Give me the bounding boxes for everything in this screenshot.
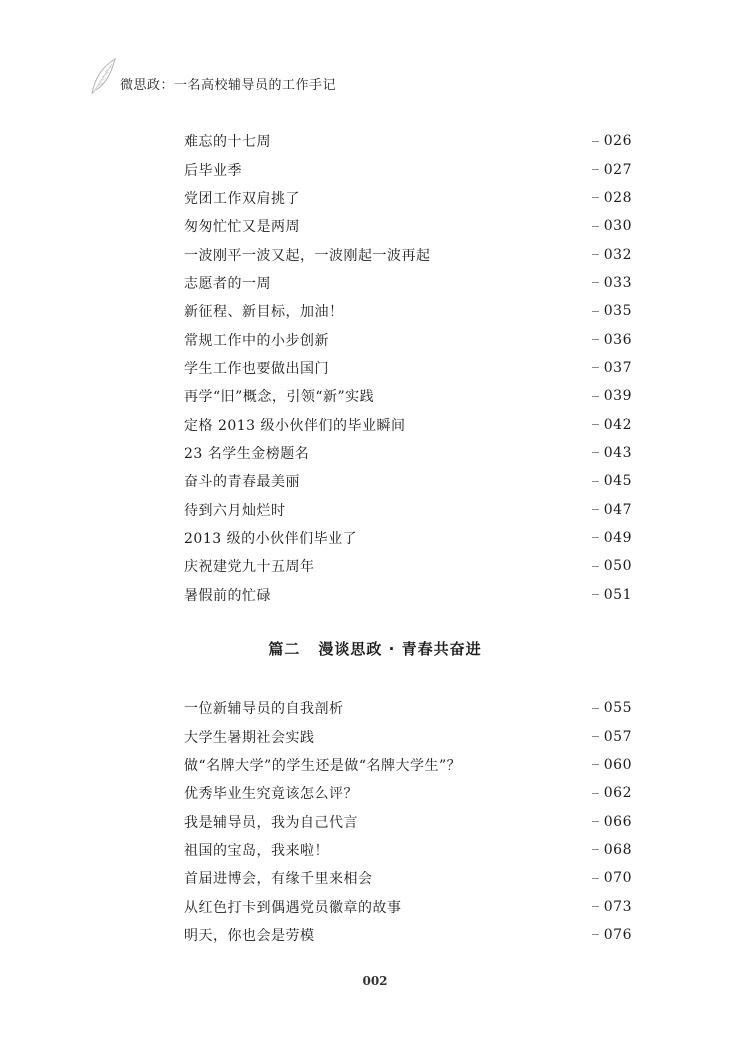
- toc-page-number: 062: [603, 785, 632, 802]
- toc-page-number: 035: [603, 303, 632, 320]
- toc-entry-title: 暑假前的忙碌: [184, 587, 271, 604]
- leader-dash: [592, 367, 599, 368]
- toc-entry-title: 待到六月灿烂时: [184, 502, 286, 519]
- toc-entry: [184, 495, 632, 523]
- toc-page-number: 060: [603, 756, 632, 773]
- toc-page-ref: [592, 303, 632, 319]
- toc-page-number: 037: [603, 359, 632, 376]
- leader-dash: [592, 141, 599, 142]
- leader-dash: [592, 226, 599, 227]
- toc-page-number: 066: [603, 813, 632, 830]
- toc-page-ref: [592, 700, 632, 716]
- toc-entry: [184, 382, 632, 410]
- leader-dash: [592, 906, 599, 907]
- toc-page-number: 050: [603, 558, 632, 575]
- toc-entry: [184, 552, 632, 580]
- toc-entry: [184, 240, 632, 268]
- toc-page-number: 076: [603, 926, 632, 943]
- toc-page-ref: [592, 275, 632, 291]
- toc-entry: [184, 297, 632, 325]
- toc-entry: [184, 694, 632, 722]
- toc-page-ref: [592, 814, 632, 830]
- toc-page-number: 026: [603, 133, 632, 150]
- toc-page-number: 057: [603, 728, 632, 745]
- leader-dash: [592, 339, 599, 340]
- toc-entry: [184, 581, 632, 609]
- toc-entry: [184, 184, 632, 212]
- leader-dash: [592, 311, 599, 312]
- toc-entry-title: 明天，你也会是劳模: [184, 927, 315, 944]
- toc-entry: [184, 439, 632, 467]
- toc-entry-title: 学生工作也要做出国门: [184, 360, 329, 377]
- leader-dash: [592, 764, 599, 765]
- toc-page-number: 049: [603, 529, 632, 546]
- leader-dash: [592, 169, 599, 170]
- toc-entry: [184, 864, 632, 892]
- toc-page-ref: [592, 133, 632, 149]
- leader-dash: [592, 452, 599, 453]
- toc-page-ref: [592, 162, 632, 178]
- toc-page-ref: [592, 388, 632, 404]
- toc-entry: [184, 722, 632, 750]
- toc-page-number: 051: [603, 586, 632, 603]
- toc-page-number: 068: [603, 841, 632, 858]
- toc-page-ref: [592, 502, 632, 518]
- toc-entry: [184, 921, 632, 949]
- toc-page-number: 032: [603, 246, 632, 263]
- section-heading: [0, 638, 750, 659]
- toc-page-number: 073: [603, 898, 632, 915]
- toc-page-number: 047: [603, 501, 632, 518]
- toc-page-number: 070: [603, 870, 632, 887]
- toc-entry-title: 做“名牌大学”的学生还是做“名牌大学生”？: [184, 757, 462, 774]
- toc-page-ref: [592, 927, 632, 943]
- toc-entry: [184, 354, 632, 382]
- toc-page-ref: [592, 190, 632, 206]
- toc-page-ref: [592, 558, 632, 574]
- toc-entry: [184, 155, 632, 183]
- toc-entry-title: 首届进博会，有缘千里来相会: [184, 871, 373, 888]
- leader-dash: [592, 396, 599, 397]
- leader-dash: [592, 481, 599, 482]
- toc-entry-title: 从红色打卡到偶遇党员徽章的故事: [184, 899, 402, 916]
- leader-dash: [592, 934, 599, 935]
- toc-page-ref: [592, 842, 632, 858]
- leader-dash: [592, 254, 599, 255]
- toc-entry: [184, 467, 632, 495]
- toc-page-ref: [592, 218, 632, 234]
- toc-page-ref: [592, 587, 632, 603]
- book-title: 微思政：一名高校辅导员的工作手记: [120, 78, 337, 93]
- toc-page-ref: [592, 757, 632, 773]
- toc-page-number: 042: [603, 416, 632, 433]
- toc-page-number: 039: [603, 388, 632, 405]
- leader-dash: [592, 793, 599, 794]
- toc-entry-title: 我是辅导员，我为自己代言: [184, 814, 358, 831]
- toc-entry: [184, 524, 632, 552]
- toc-entry-title: 后毕业季: [184, 162, 242, 179]
- toc-page-ref: [592, 530, 632, 546]
- toc-page-ref: [592, 417, 632, 433]
- section-part-label: 篇二: [268, 640, 301, 658]
- toc-page-ref: [592, 899, 632, 915]
- toc-page-ref: [592, 729, 632, 745]
- toc-entry: [184, 779, 632, 807]
- toc-entry: [184, 807, 632, 835]
- toc-page-number: 033: [603, 274, 632, 291]
- page-number: 002: [362, 974, 388, 988]
- toc-entry-title: 庆祝建党九十五周年: [184, 559, 315, 576]
- leader-dash: [592, 566, 599, 567]
- toc-page-ref: [592, 473, 632, 489]
- running-header: [88, 56, 336, 96]
- toc-entry: [184, 325, 632, 353]
- toc-entry-title: 一位新辅导员的自我剖析: [184, 701, 344, 718]
- toc-page-number: 030: [603, 218, 632, 235]
- toc-entry-title: 一波刚平一波又起，一波刚起一波再起: [184, 247, 431, 264]
- toc-entry-title: 定格 2013 级小伙伴们的毕业瞬间: [184, 417, 406, 434]
- section-title: 漫谈思政 · 青春共奋进: [318, 640, 482, 658]
- leader-dash: [592, 849, 599, 850]
- toc-entry: [184, 410, 632, 438]
- leader-dash: [592, 878, 599, 879]
- toc-entry-title: 常规工作中的小步创新: [184, 332, 329, 349]
- toc-entry-title: 优秀毕业生究竟该怎么评？: [184, 786, 358, 803]
- toc-page-number: 027: [603, 161, 632, 178]
- leader-dash: [592, 282, 599, 283]
- toc-entry: [184, 836, 632, 864]
- toc-entry-title: 党团工作双肩挑了: [184, 190, 300, 207]
- toc-entry-title: 23 名学生金榜题名: [184, 445, 310, 462]
- toc-page-number: 036: [603, 331, 632, 348]
- leader-dash: [592, 736, 599, 737]
- toc-page-ref: [592, 785, 632, 801]
- toc-entry: [184, 751, 632, 779]
- toc-entry-title: 祖国的宝岛，我来啦！: [184, 842, 329, 859]
- leader-dash: [592, 197, 599, 198]
- toc-page-ref: [592, 360, 632, 376]
- toc-entry-title: 匆匆忙忙又是两周: [184, 219, 300, 236]
- toc-page-number: 055: [603, 700, 632, 717]
- feather-icon: [88, 56, 118, 96]
- toc-page-number: 045: [603, 473, 632, 490]
- toc-entry-title: 再学“旧”概念，引领“新”实践: [184, 389, 375, 406]
- toc-page-number: 043: [603, 444, 632, 461]
- leader-dash: [592, 509, 599, 510]
- toc-list-part2: [184, 694, 632, 949]
- toc-entry-title: 新征程、新目标，加油！: [184, 304, 344, 321]
- leader-dash: [592, 708, 599, 709]
- toc-entry-title: 奋斗的青春最美丽: [184, 474, 300, 491]
- leader-dash: [592, 537, 599, 538]
- toc-page-ref: [592, 445, 632, 461]
- toc-entry: [184, 892, 632, 920]
- toc-page-number: 028: [603, 189, 632, 206]
- leader-dash: [592, 594, 599, 595]
- toc-entry-title: 2013 级的小伙伴们毕业了: [184, 530, 358, 547]
- toc-entry-title: 大学生暑期社会实践: [184, 729, 315, 746]
- toc-entry-title: 难忘的十七周: [184, 134, 271, 151]
- leader-dash: [592, 424, 599, 425]
- toc-entry-title: 志愿者的一周: [184, 275, 271, 292]
- toc-entry: [184, 269, 632, 297]
- toc-page-ref: [592, 332, 632, 348]
- leader-dash: [592, 821, 599, 822]
- toc-entry: [184, 212, 632, 240]
- toc-page-ref: [592, 870, 632, 886]
- toc-entry: [184, 127, 632, 155]
- toc-page-ref: [592, 247, 632, 263]
- toc-list-part1: [184, 127, 632, 609]
